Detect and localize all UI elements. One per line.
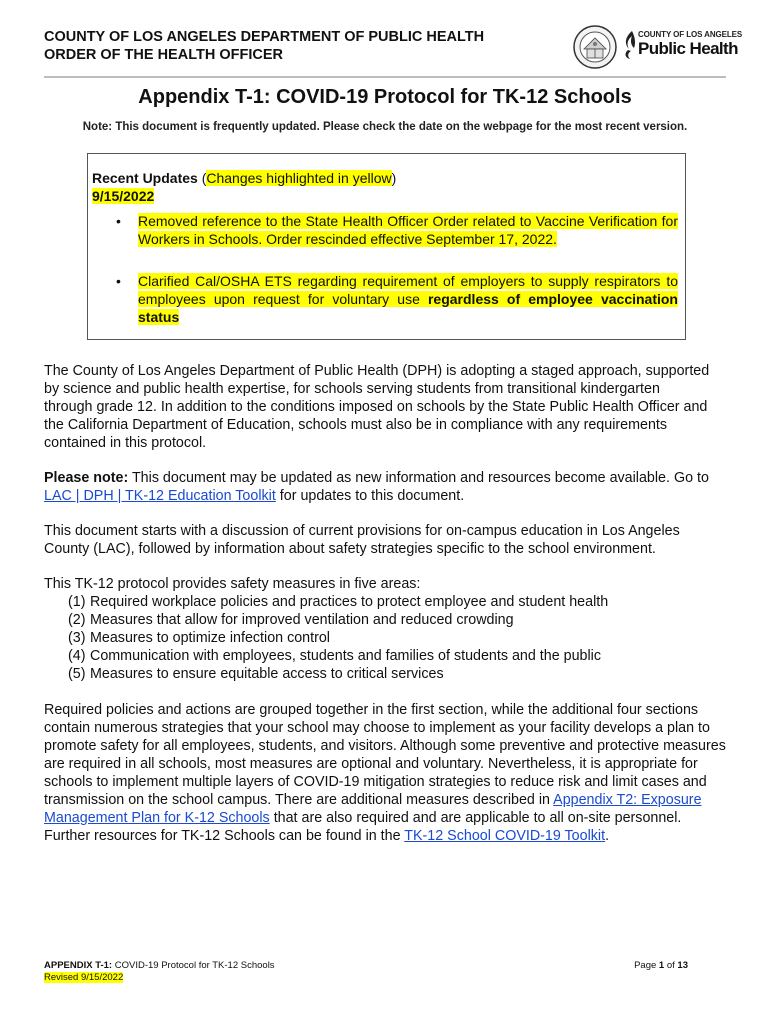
bullet-icon: • <box>116 273 121 289</box>
revised-date: Revised 9/15/2022 <box>44 972 124 983</box>
page-title: Appendix T-1: COVID-19 Protocol for TK-12 Schools <box>138 86 632 108</box>
please-note-paragraph: Please note: This document may be updated as new information and resources become available. Go to LAC | DPH | TK-12 Education Toolkit for updates to this document. <box>44 470 709 504</box>
school-toolkit-link[interactable]: TK-12 School COVID-19 Toolkit <box>404 828 606 844</box>
logo-county-text: COUNTY OF LOS ANGELES <box>638 30 743 39</box>
recent-updates-heading: Recent Updates (Changes highlighted in yellow) <box>92 170 397 186</box>
logo-main-text: Public Health <box>638 39 738 58</box>
update-date: 9/15/2022 <box>92 188 155 204</box>
list-item: (1) Required workplace policies and practices to protect employee and student health <box>68 594 609 610</box>
recent-updates-box: Recent Updates (Changes highlighted in yellow) 9/15/2022 • Removed reference to the State Health Officer Order related to Vaccine Verification for Workers in Schools. Order rescinded effective September 17, 2022. • Clarified Cal/OSHA ETS regarding requirement of employers to supply respirators to employees upon request for voluntary use regardless of employee vaccination status <box>87 153 686 340</box>
scope-paragraph: This document starts with a discussion of current provisions for on-campus education in Los Angeles County (LAC), followed by information about safety strategies specific to the school environment. <box>44 523 680 557</box>
list-item: (5) Measures to ensure equitable access to critical services <box>68 666 444 682</box>
document-header <box>44 28 743 78</box>
education-toolkit-link[interactable]: LAC | DPH | TK-12 Education Toolkit <box>44 488 276 504</box>
public-health-logo <box>622 28 743 68</box>
header-title <box>44 28 484 64</box>
list-item: (3) Measures to optimize infection control <box>68 630 330 646</box>
intro-paragraph: The County of Los Angeles Department of Public Health (DPH) is adopting a staged approach, supported by science and public health expertise, for schools serving students from transitional kindergarten through grade 12. In addition to the conditions imposed on schools by the State Public Health Officer and the California Department of Education, schools must also be in compliance with any requirements contained in this protocol. <box>44 363 710 451</box>
update-note: Note: This document is frequently updated. Please check the date on the webpage for the most recent version. <box>82 121 688 133</box>
footer-label: APPENDIX T-1: COVID-19 Protocol for TK-12 Schools Revised 9/15/2022 <box>44 960 275 983</box>
policies-paragraph: Required policies and actions are grouped together in the first section, while the additional four sections contain numerous strategies that your school may choose to implement as your facility develops a plan to promote safety for all employees, students, and visitors. Although some preventive and protective measures are required in all schools, most measures are optional and voluntary. Nevertheless, it is appropriate for schools to implement multiple layers of COVID-19 mitigation strategies to reduce risk and limit cases and transmission on the school campus. There are additional measures described in Appendix T2: Exposure Management Plan for K-12 Schools that are also required and are applicable to all on-site personnel. Further resources for TK-12 Schools can be found in the TK-12 School COVID-19 Toolkit. <box>44 702 726 844</box>
header-line-1: COUNTY OF LOS ANGELES DEPARTMENT OF PUBLIC HEALTH <box>44 29 485 45</box>
list-item: (2) Measures that allow for improved ventilation and reduced crowding <box>68 612 514 628</box>
highlight-note: Changes highlighted in yellow <box>206 170 392 186</box>
bullet-icon: • <box>116 213 121 229</box>
page-number: Page 1 of 13 <box>634 960 688 971</box>
county-seal-icon <box>572 24 618 70</box>
exposure-plan-link[interactable]: Appendix T2: Exposure Management Plan for K-12 Schools <box>44 792 702 826</box>
areas-intro: This TK-12 protocol provides safety measures in five areas: <box>44 576 421 592</box>
header-line-2: ORDER OF THE HEALTH OFFICER <box>44 47 283 63</box>
list-item: (4) Communication with employees, students and families of students and the public <box>68 648 601 664</box>
public-health-flame-icon <box>622 30 638 60</box>
